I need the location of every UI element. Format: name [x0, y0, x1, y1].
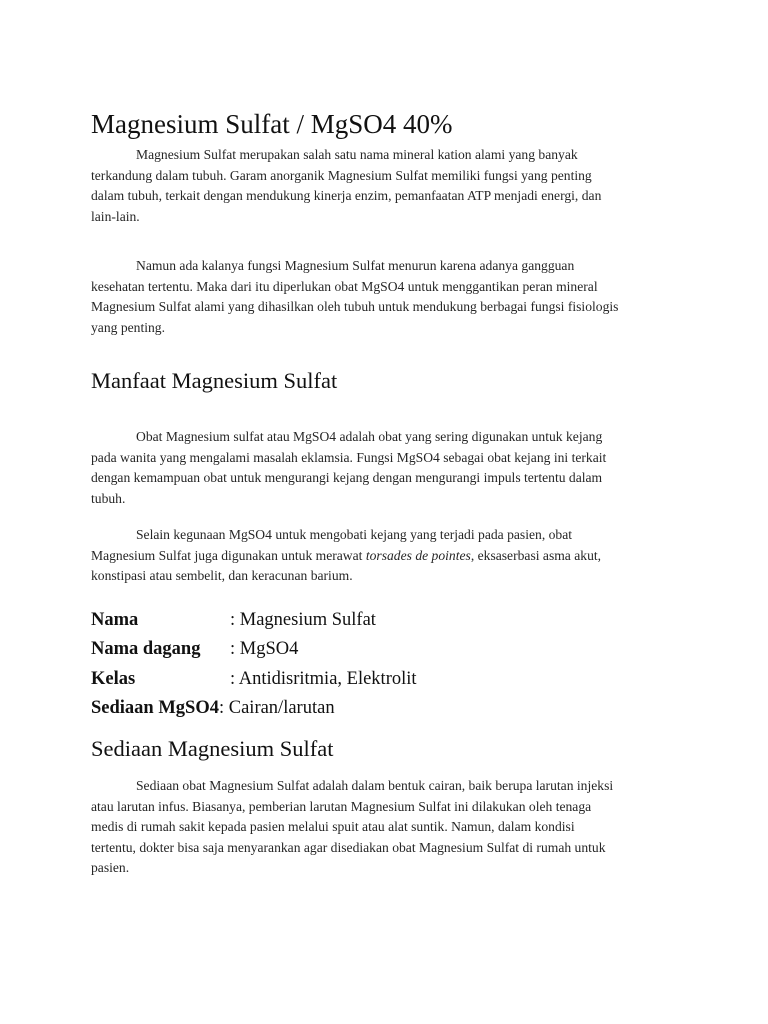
info-value: : Antidisritmia, Elektrolit [230, 668, 417, 689]
text-line: Sediaan obat Magnesium Sulfat adalah dalam bentuk cairan, baik berupa larutan injeksi [136, 778, 614, 793]
document-title: Magnesium Sulfat / MgSO4 40% [91, 109, 453, 139]
drug-info-list [91, 606, 417, 723]
text-line: Obat Magnesium sulfat atau MgSO4 adalah obat yang sering digunakan untuk kejang [136, 429, 603, 444]
text-line: tertentu, dokter bisa saja menyarankan agar disediakan obat Magnesium Sulfat di rumah untuk [91, 839, 606, 855]
italic-term: torsades de pointes [365, 547, 471, 563]
intro-paragraph-1 [91, 145, 681, 227]
drug-info-row-nama [91, 606, 417, 635]
intro-paragraph-2 [91, 256, 681, 338]
text-line: dalam tubuh, terkait dengan mendukung kinerja enzim, pemanfaatan ATP menjadi energi, dan [91, 188, 602, 204]
manfaat-paragraph-2 [91, 525, 681, 587]
text-line: terkandung dalam tubuh. Garam anorganik Magnesium Sulfat memiliki fungsi yang penting [91, 167, 592, 183]
info-value: : Cairan/larutan [218, 697, 335, 718]
info-label: Nama dagang [91, 639, 201, 660]
text-line [91, 546, 681, 567]
section-heading-manfaat: Manfaat Magnesium Sulfat [91, 368, 338, 393]
drug-info-row-sediaan [91, 694, 417, 723]
info-label: Nama [91, 610, 139, 630]
text-line: tubuh. [91, 490, 126, 506]
text-line: pada wanita yang mengalami masalah eklamsia. Fungsi MgSO4 sebagai obat kejang ini terkait [91, 449, 607, 465]
text-line: kesehatan tertentu. Maka dari itu diperlukan obat MgSO4 untuk menggantikan peran mineral [91, 278, 598, 294]
sediaan-paragraph [91, 776, 681, 879]
section-heading-sediaan: Sediaan Magnesium Sulfat [91, 736, 334, 761]
text-line: yang penting. [91, 319, 165, 335]
text-segment: , eksaserbasi asma akut, [470, 547, 602, 563]
info-label: Sediaan MgSO4 [91, 697, 219, 718]
text-line: Selain kegunaan MgSO4 untuk mengobati kejang yang terjadi pada pasien, obat [136, 527, 573, 542]
info-value: : MgSO4 [230, 639, 299, 660]
info-label: Kelas [91, 668, 136, 689]
info-value: : Magnesium Sulfat [230, 610, 376, 630]
text-line: medis di rumah sakit kepada pasien melalui spuit atau alat suntik. Namun, dalam kondisi [91, 819, 575, 835]
drug-info-row-nama-dagang [91, 635, 417, 664]
text-line: atau larutan infus. Biasanya, pemberian larutan Magnesium Sulfat ini dilakukan oleh tenaga [91, 798, 592, 814]
text-line: Namun ada kalanya fungsi Magnesium Sulfat menurun karena adanya gangguan [136, 258, 575, 273]
text-line: Magnesium Sulfat alami yang dihasilkan oleh tubuh untuk mendukung berbagai fungsi fisiologis [91, 299, 619, 315]
text-line: dengan kemampuan obat untuk mengurangi kejang dengan mengurangi impuls tertentu dalam [91, 470, 603, 486]
drug-info-row-kelas [91, 665, 417, 694]
text-segment: Magnesium Sulfat juga digunakan untuk merawat [91, 547, 366, 563]
text-line: Magnesium Sulfat merupakan salah satu nama mineral kation alami yang banyak [136, 147, 578, 162]
text-line: konstipasi atau sembelit, dan keracunan barium. [91, 568, 353, 584]
text-line: pasien. [91, 860, 130, 876]
manfaat-paragraph-1 [91, 427, 681, 509]
text-line: lain-lain. [91, 208, 140, 224]
